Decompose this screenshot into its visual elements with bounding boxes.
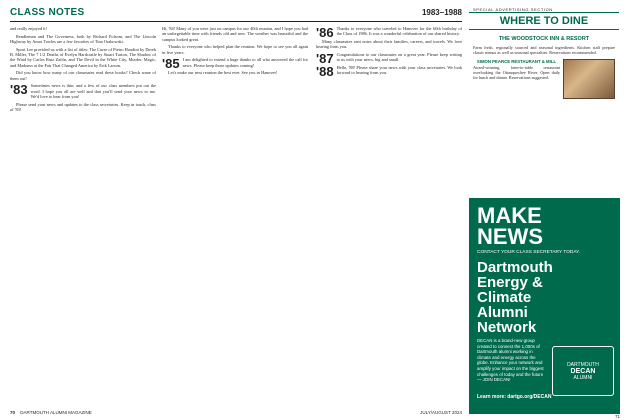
sidebar-title: WHERE TO DINE xyxy=(469,12,619,30)
class-year: '88 xyxy=(316,64,334,79)
brand-line: Network xyxy=(477,319,537,336)
restaurant-photo xyxy=(563,59,615,99)
sidebar-body xyxy=(473,45,615,101)
advertising-tag: SPECIAL ADVERTISING SECTION xyxy=(473,7,553,12)
brand-line: Energy & xyxy=(477,274,543,291)
class-year: '85 xyxy=(162,56,180,72)
logo-mid: DECAN xyxy=(570,367,596,375)
brand-line: Climate xyxy=(477,289,532,306)
page-header xyxy=(10,6,462,22)
paragraph: Hello, '88! Please share your news with your class secretaries. We look forward to hearing from you. xyxy=(336,65,462,76)
paragraph: and really enjoyed it! xyxy=(10,26,48,31)
paragraph: Many classmates sent notes about their families, careers, and travels. We love hearing from you. xyxy=(316,39,462,50)
paragraph: I am delighted to extend a huge thanks to all who answered the call for news. Please keep those updates coming! xyxy=(182,57,308,68)
issue-date: JULY/AUGUST 2024 xyxy=(420,410,462,415)
decan-ad[interactable] xyxy=(469,198,620,414)
page-footer xyxy=(10,410,462,415)
paragraph: Sometimes news is thin, and a few of our class members put out the word. I hope you all are well and that you'll send your news to me. We'd love to hear from you! xyxy=(30,83,156,100)
brand-line: Alumni xyxy=(477,304,528,321)
ad-contact: CONTACT YOUR CLASS SECRETARY TODAY. xyxy=(477,250,581,255)
ad-headline: MAKE xyxy=(477,203,542,228)
logo-top: DARTMOUTH xyxy=(567,361,599,368)
listing-name: SIMON PEARCE RESTAURANT & MILL xyxy=(476,58,557,64)
paragraph: Let's make our next reunion the best ever. See you in Hanover! xyxy=(168,70,278,76)
paragraph: Thanks to everyone who traveled to Hanover for the 60th birthday of the Class of 1986. It was a wonderful celebration of our shared history. xyxy=(336,26,462,37)
class-year: '83 xyxy=(10,82,28,98)
paragraph: Thanks to everyone who helped plan the reunion. We hope to see you all again in five years. xyxy=(162,44,308,55)
year-range: 1983–1988 xyxy=(421,8,462,17)
paragraph: Did you know how many of our classmates read these books? Check some of them out! xyxy=(10,70,156,81)
ad-brand xyxy=(477,260,617,335)
class-year: '86 xyxy=(316,26,334,40)
paragraph: Rendleman and The Governess, both by Richard Folsom, and The Lincoln Highway by Amor Towles are a few favorites of Tina Orabowski. xyxy=(10,33,156,44)
paragraph: Please send your news and updates to the class secretaries. Keep in touch, class of '83! xyxy=(10,101,156,113)
listing-text: Award-winning, farm-to-table restaurant overlooking the Ottauquechee River. Open daily for lunch and dinner. Reservations suggested. xyxy=(473,64,560,81)
paragraph: Hi, '84! Many of you were just on campus for our 40th reunion, and I hope you had an unforgettable time with friends old and new. The weather was beautiful and the campus looked great. xyxy=(162,26,308,42)
class-year: '87 xyxy=(316,51,334,66)
learn-more-link[interactable]: Learn more: dartgo.org/DECAN xyxy=(477,394,552,400)
ad-copy: DECAN is a brand-new group created to connect the 1,000s of Dartmouth alumni working in climate and energy across the globe. Enhance your network and amplify your impact on the biggest challenges of today and the future — JOIN DECAN! xyxy=(477,338,544,383)
listing-name: THE WOODSTOCK INN & RESORT xyxy=(498,36,590,42)
logo-bot: ALUMNI xyxy=(573,374,593,381)
column-1 xyxy=(10,26,156,410)
column-2 xyxy=(162,26,308,410)
brand-line: Dartmouth xyxy=(477,259,553,276)
page-number-right: 71 xyxy=(614,414,620,419)
decan-logo xyxy=(552,346,614,396)
paragraph: Sport Lee provided us with a list of titles: The Curse of Pietro Houdini by Derek B. Miller, The 7 1/2 Deaths of Evelyn Hardcastle by Stuart Turton, The Shadow of the Wind by Carlos Ruiz Zafón, and The Devil in the White City, Murder, Magic, and Madness at the Fair That Changed America by Erik Larson. xyxy=(10,46,156,68)
page-number: 70 xyxy=(10,410,16,415)
publication-name: DARTMOUTH ALUMNI MAGAZINE xyxy=(20,410,92,415)
section-title: CLASS NOTES xyxy=(10,7,85,18)
column-3 xyxy=(316,26,462,410)
ad-headline: NEWS xyxy=(477,224,543,249)
listing-text: Farm fresh, regionally sourced and seasonal ingredients. Kitchen staff prepare classic menus as well as seasonal specialties. Reservations recommended. xyxy=(473,45,615,56)
paragraph: Congratulations to our classmates on a great year. Please keep writing to us with your news, big and small. xyxy=(336,52,462,63)
